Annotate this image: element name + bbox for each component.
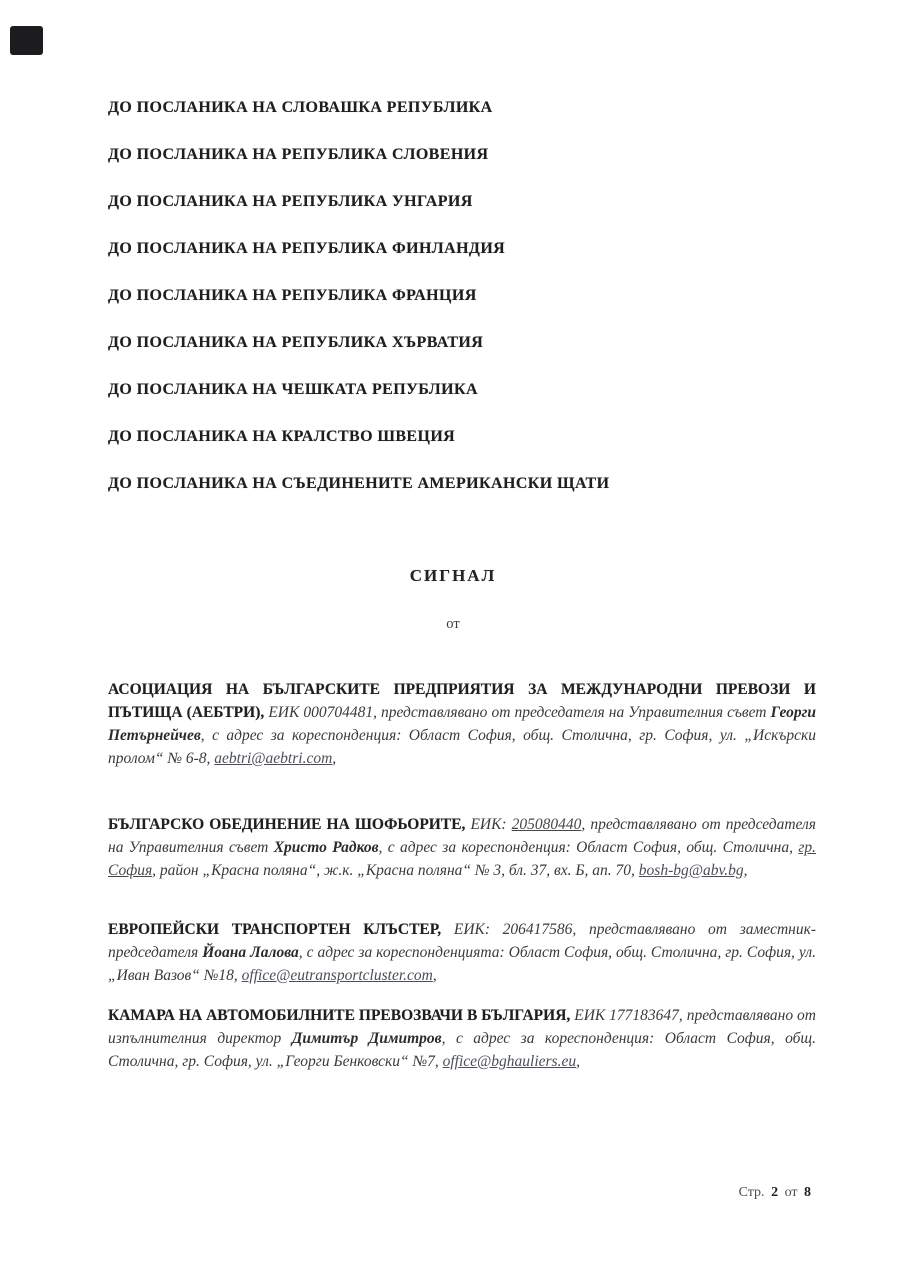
person-name: Димитър Димитров (291, 1029, 442, 1047)
eik-number: 205080440 (511, 815, 582, 833)
recipient-line: ДО ПОСЛАНИКА НА РЕПУБЛИКА ФИНЛАНДИЯ (108, 240, 506, 257)
org-details: ЕИК 000704481, представлявано от председателя на Управителния съвет (268, 703, 771, 721)
paragraph-transport-cluster (108, 918, 816, 987)
org-name: ЕВРОПЕЙСКИ ТРАНСПОРТЕН КЛЪСТЕР, (108, 920, 454, 938)
paragraph-bosh (108, 813, 816, 882)
recipient-line: ДО ПОСЛАНИКА НА РЕПУБЛИКА ФРАНЦИЯ (108, 287, 477, 304)
document-title: СИГНАЛ (409, 566, 497, 585)
org-name: КАМАРА НА АВТОМОБИЛНИТЕ ПРЕВОЗВАЧИ В БЪЛГАРИЯ, (108, 1006, 575, 1024)
person-name: Йоана Лалова (202, 943, 299, 961)
recipient-line: ДО ПОСЛАНИКА НА СЪЕДИНЕНИТЕ АМЕРИКАНСКИ ЩАТИ (108, 475, 610, 492)
page-number-footer (736, 1185, 811, 1201)
punctuation: , (432, 966, 437, 984)
person-name: Христо Радков (273, 838, 379, 856)
punctuation: , (576, 1052, 580, 1070)
person-name: Георги Петърнейчев (108, 703, 816, 744)
document-subtitle-from: от (446, 616, 460, 632)
org-address: , с адрес за кореспонденция: Област София, общ. Столична, гр. София, ул. „Искърски пролом“ № 6-8, (108, 726, 816, 767)
org-details: ЕИК: (470, 815, 512, 833)
current-page-number: 2 (771, 1185, 779, 1200)
email-link[interactable]: aebtri@aebtri.com (214, 749, 333, 767)
email-link[interactable]: office@bghauliers.eu (442, 1052, 577, 1070)
recipient-list (108, 84, 609, 507)
footer-label: Стр. (738, 1185, 765, 1200)
org-address: , район „Красна поляна“, ж.к. „Красна поляна“ № 3, бл. 37, вх. Б, ап. 70, (152, 861, 639, 879)
recipient-line: ДО ПОСЛАНИКА НА РЕПУБЛИКА СЛОВЕНИЯ (108, 146, 489, 163)
total-page-number: 8 (804, 1185, 811, 1200)
org-name: АСОЦИАЦИЯ НА БЪЛГАРСКИТЕ ПРЕДПРИЯТИЯ ЗА МЕЖДУНАРОДНИ ПРЕВОЗИ И ПЪТИЩА (АЕБТРИ), (108, 680, 816, 721)
footer-separator: от (784, 1185, 798, 1200)
org-details: ЕИК 177183647, представлявано от изпълнителния директор (108, 1006, 816, 1047)
recipient-line: ДО ПОСЛАНИКА НА КРАЛСТВО ШВЕЦИЯ (108, 428, 456, 445)
scan-artifact-mark (10, 26, 43, 55)
recipient-line: ДО ПОСЛАНИКА НА ЧЕШКАТА РЕПУБЛИКА (108, 381, 478, 398)
paragraph-kapb (108, 1004, 816, 1073)
org-address: , с адрес за кореспонденцията: Област София, общ. Столична, гр. София, ул. „Иван Вазов“ №18, (108, 943, 816, 984)
org-address: , с адрес за кореспонденция: Област София, общ. Столична, (378, 838, 799, 856)
city-underlined: гр. София (108, 838, 816, 879)
org-name: БЪЛГАРСКО ОБЕДИНЕНИЕ НА ШОФЬОРИТЕ, (108, 815, 471, 833)
recipient-line: ДО ПОСЛАНИКА НА РЕПУБЛИКА УНГАРИЯ (108, 193, 473, 210)
recipient-line: ДО ПОСЛАНИКА НА СЛОВАШКА РЕПУБЛИКА (108, 99, 493, 116)
org-address: , с адрес за кореспонденция: Област София, общ. Столична, гр. София, ул. „Георги Бенковски“ №7, (108, 1029, 817, 1070)
org-details: ЕИК: 206417586, представлявано от заместник-председателя (108, 920, 816, 961)
punctuation: , (332, 749, 337, 767)
email-link[interactable]: office@eutransportcluster.com (241, 966, 433, 984)
paragraph-aebtri (108, 678, 816, 770)
email-link[interactable]: bosh-bg@abv.bg (638, 861, 744, 879)
org-details: , представлявано от председателя на Управителния съвет (108, 815, 816, 856)
punctuation: , (743, 861, 748, 879)
recipient-line: ДО ПОСЛАНИКА НА РЕПУБЛИКА ХЪРВАТИЯ (108, 334, 484, 351)
